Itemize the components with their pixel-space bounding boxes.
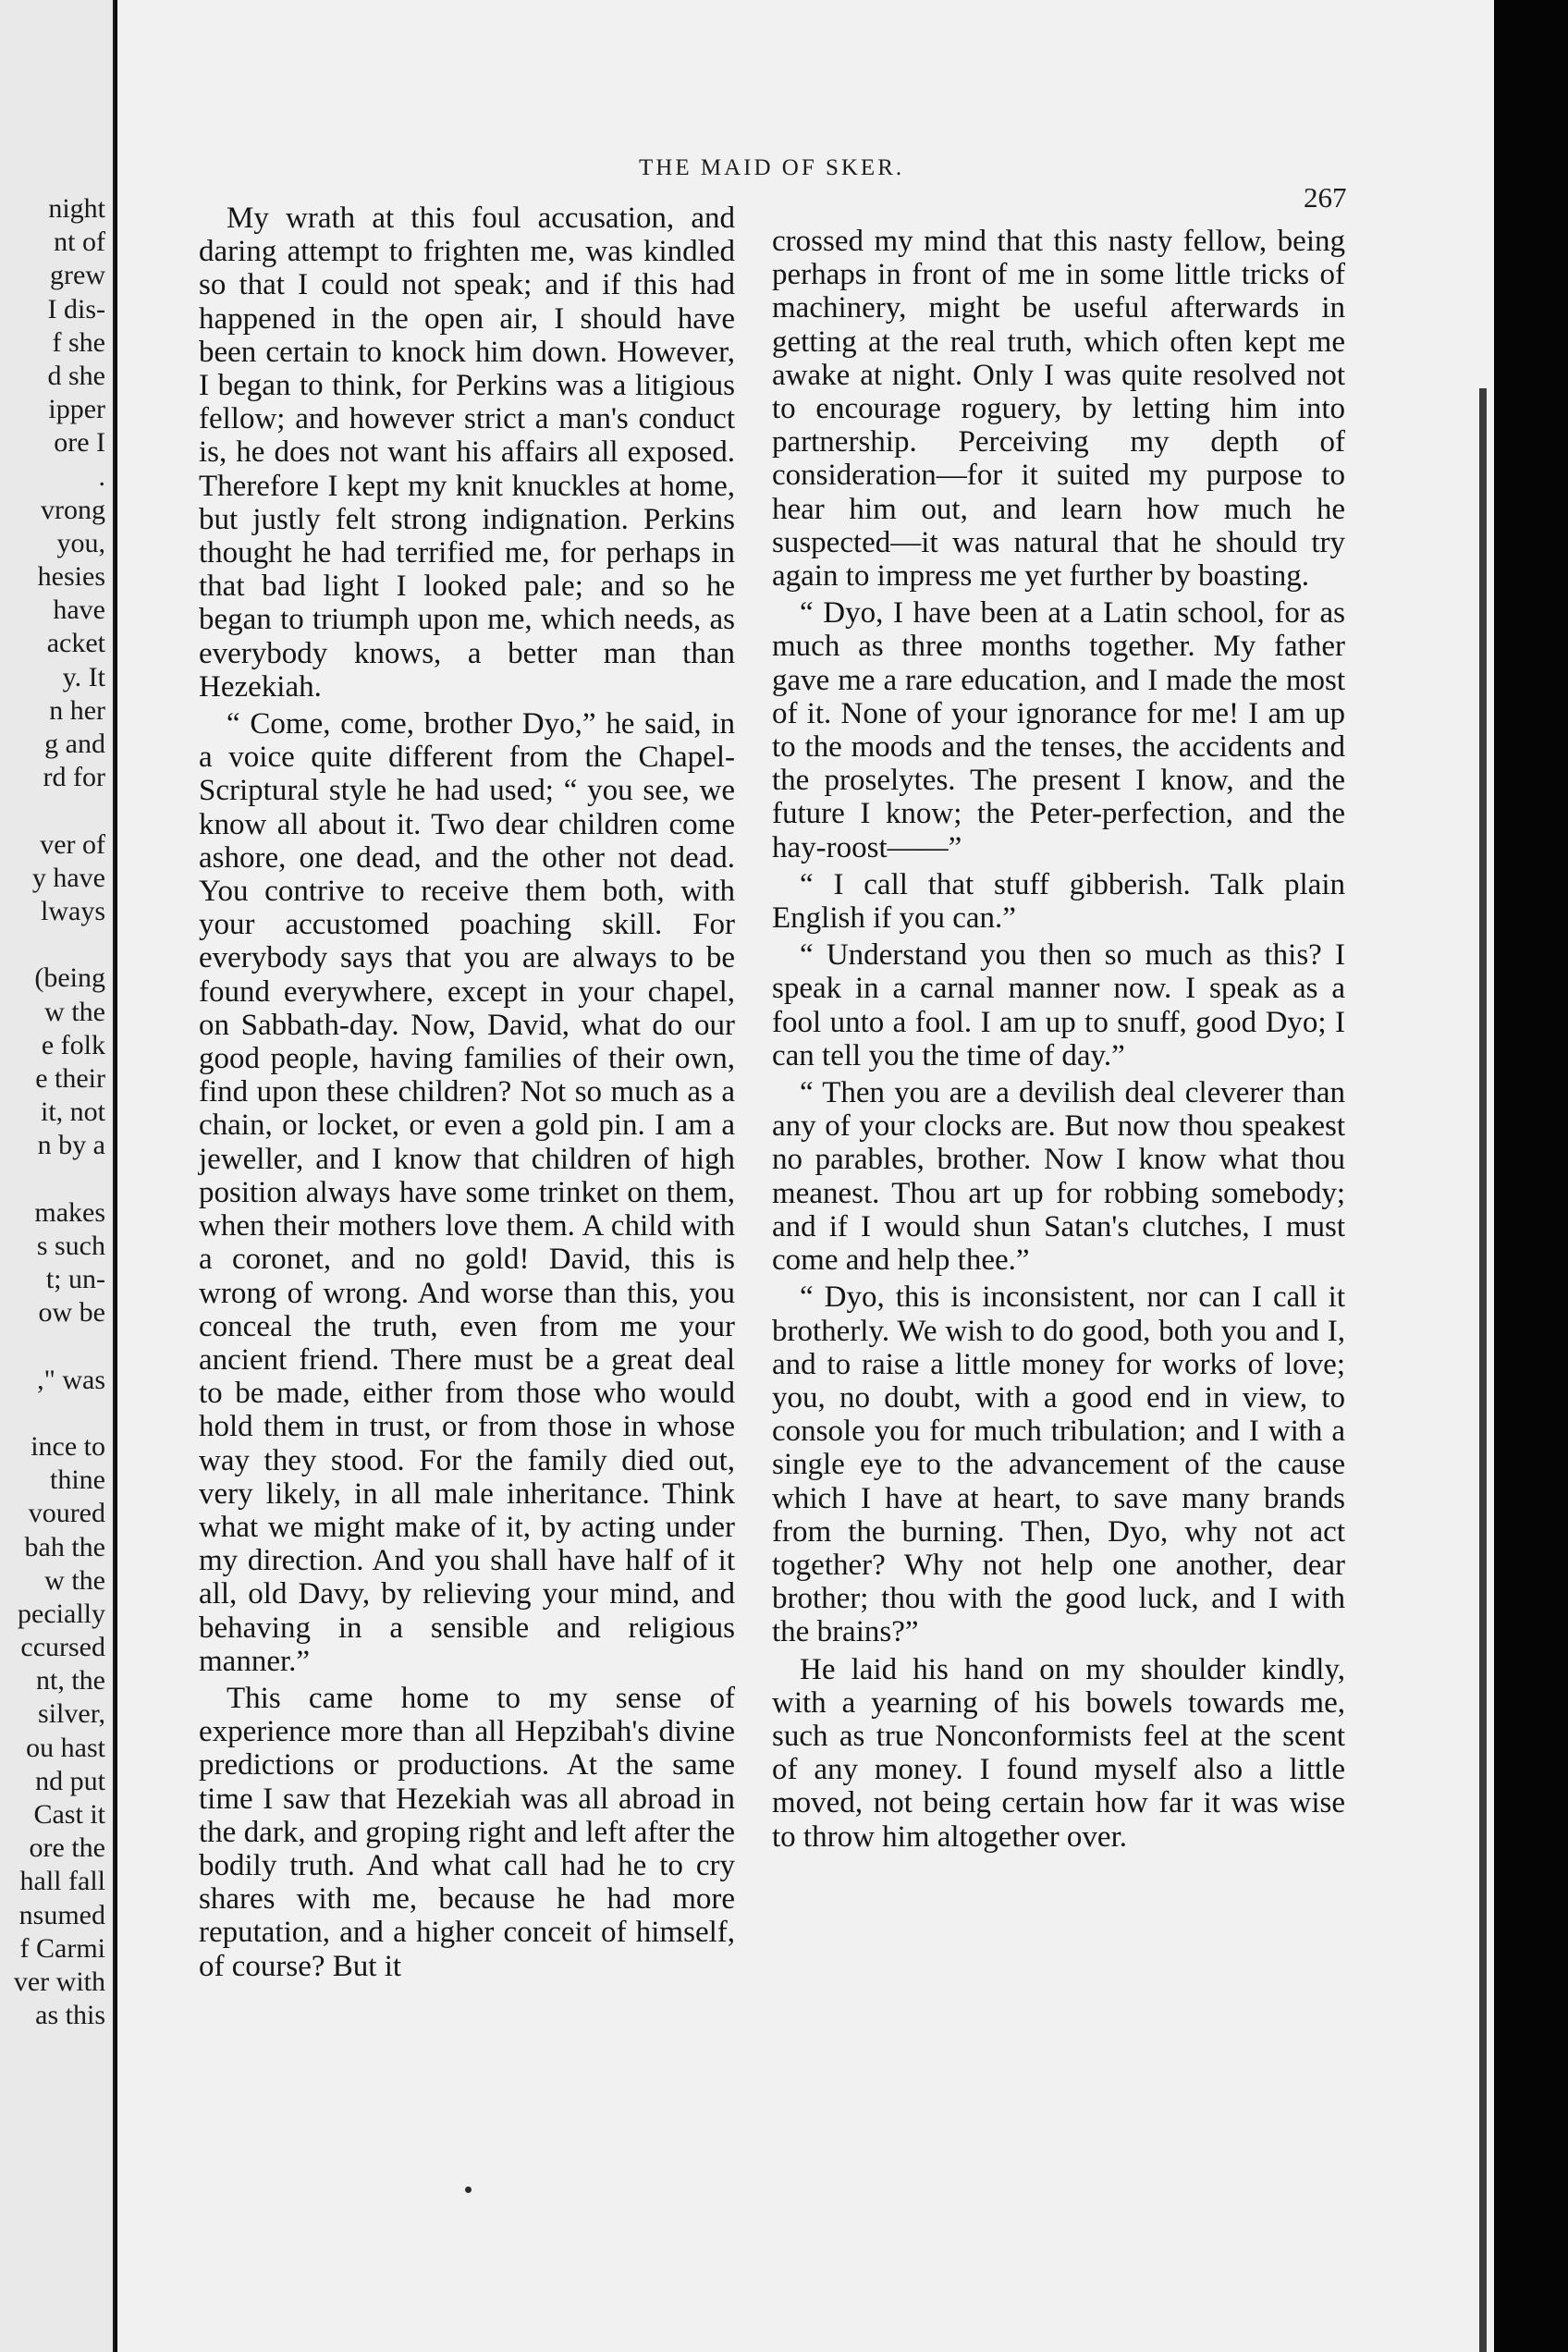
- facing-page-line: ince to: [31, 1430, 105, 1462]
- facing-page-line: Cast it: [33, 1799, 105, 1830]
- facing-page-line: w the: [44, 1564, 105, 1596]
- facing-page-text: [0, 192, 113, 2032]
- running-head: THE MAID OF SKER.: [639, 155, 905, 180]
- facing-page: [0, 0, 116, 2352]
- facing-page-line: voured: [28, 1498, 105, 1529]
- facing-page-line: nsumed: [18, 1899, 105, 1930]
- facing-page-line: vrong: [41, 494, 105, 525]
- facing-page-line: as this: [35, 2000, 105, 2031]
- facing-page-line: n by a: [37, 1130, 105, 1161]
- right-text-column: [772, 225, 1345, 1854]
- facing-page-line: [0, 928, 113, 962]
- facing-page-line: f Carmi: [19, 1932, 105, 1964]
- facing-page-line: ou hast: [26, 1732, 105, 1763]
- paragraph: “ Come, come, brother Dyo,” he said, in a voice quite different from the Chapel-Scriptural style he had used; “ you see, we know all about it. Two dear children come ashore, one dead, and the other not dead. You contrive to receive them both, with your accustomed poaching skill. For everybody says that you are always to be found everywhere, except in your chapel, on Sabbath-day. Now, David, what do our good people, having families of their own, find upon these children? Not so much as a chain, or locket, or even a gold pin. I am a jeweller, and I know that children of high position always have some trinket on them, when their mothers love them. A child with a coronet, and no gold! David, this is wrong of wrong. And worse than this, you conceal the truth, even from me your ancient friend. There must be a great deal to be made, either from those who would hold them in trust, or from those in whose way they stood. For the family died out, very likely, in all male inheritance. Think what we might make of it, by acting under my direction. And you shall have half of it all, old Davy, by relieving your mind, and behaving in a sensible and religious manner.”: [199, 707, 735, 1678]
- facing-page-line: nt, the: [36, 1665, 105, 1697]
- facing-page-line: rd for: [43, 762, 105, 793]
- facing-page-line: you,: [56, 527, 105, 558]
- facing-page-line: nt of: [54, 227, 105, 258]
- facing-page-line: ipper: [48, 394, 105, 425]
- facing-page-line: d she: [47, 360, 105, 391]
- facing-page-line: bah the: [24, 1531, 105, 1562]
- page-edge: [1494, 0, 1568, 2352]
- paragraph: “ Understand you then so much as this? I speak in a carnal manner now. I speak as a fool unto a fool. I am up to snuff, good Dyo; I can tell you the time of day.”: [772, 938, 1345, 1072]
- facing-page-line: lways: [41, 895, 105, 926]
- page-gutter-shadow: [1479, 388, 1487, 2352]
- paragraph: crossed my mind that this nasty fellow, being perhaps in front of me in some little tricks of machinery, might be useful afterwards in getting at the real truth, which often kept me awake at night. Only I was quite resolved not to encourage roguery, by letting him into partnership. Perceiving my depth of consideration—for it suited my purpose to hear him out, and learn how much he suspected—it was natural that he should try again to impress me yet further by boasting.: [772, 225, 1345, 594]
- facing-page-line: f she: [52, 326, 105, 358]
- facing-page-line: ver of: [40, 828, 105, 860]
- page-number: 267: [1304, 181, 1347, 214]
- facing-page-line: have: [53, 594, 105, 626]
- paragraph: My wrath at this foul accusation, and daring attempt to frighten me, was kindled so that I could not speak; and if this had happened in the open air, I should have been certain to knock him down. However, I began to think, for Perkins was a litigious fellow; and however strict a man's conduct is, he does not want his affairs all exposed. Therefore I kept my knit knuckles at home, but justly felt strong indignation. Perkins thought he had terrified me, for perhaps in that bad light I looked pale; and so he began to triumph upon me, which needs, as everybody knows, a better man than Hezekiah.: [199, 202, 735, 704]
- facing-page-line: acket: [46, 628, 105, 659]
- paragraph: “ Dyo, I have been at a Latin school, for as much as three months together. My father gave me a rare education, and I made the most of it. None of your ignorance for me! I am up to the moods and the tenses, the accidents and the proselytes. The present I know, and the future I know; the Peter-perfection, and the hay-roost——”: [772, 596, 1345, 864]
- facing-page-line: n her: [49, 694, 105, 726]
- facing-page-line: (being: [34, 962, 105, 994]
- facing-page-line: .: [98, 460, 105, 492]
- facing-page-line: hesies: [37, 561, 105, 593]
- paragraph: “ Then you are a devilish deal cleverer than any of your clocks are. But now thou speakest no parables, brother. Now I know what thou meanest. Thou art up for robbing somebody; and if I would shun Satan's clutches, I must come and help thee.”: [772, 1076, 1345, 1278]
- facing-page-line: thine: [50, 1464, 105, 1496]
- facing-page-line: ver with: [13, 1966, 105, 1997]
- ink-speck: [465, 2187, 472, 2193]
- facing-page-line: w the: [44, 996, 105, 1027]
- facing-page-line: grew: [50, 260, 105, 291]
- facing-page-line: t; un-: [45, 1264, 105, 1294]
- facing-page-line: [0, 794, 113, 827]
- left-text-column: [199, 202, 735, 1983]
- facing-page-line: e folk: [41, 1029, 105, 1060]
- facing-page-line: silver,: [38, 1698, 105, 1730]
- facing-page-line: I dis-: [47, 293, 105, 325]
- facing-page-line: pecially: [18, 1598, 105, 1629]
- facing-page-line: night: [48, 193, 105, 224]
- facing-page-line: nd put: [35, 1765, 105, 1796]
- facing-page-line: [0, 1397, 113, 1430]
- paragraph: This came home to my sense of experience more than all Hepzibah's divine predictions or productions. At the same time I saw that Hezekiah was all abroad in the dark, and groping right and left after the bodily truth. And what call had he to cry shares with me, because he had more reputation, and a higher conceit of himself, of course? But it: [199, 1681, 735, 1983]
- facing-page-line: it, not: [40, 1096, 105, 1128]
- facing-page-line: makes: [34, 1196, 105, 1228]
- facing-page-line: ore the: [29, 1832, 105, 1864]
- facing-page-line: ccursed: [20, 1632, 105, 1663]
- paragraph: “ Dyo, this is inconsistent, nor can I call it brotherly. We wish to do good, both you and I, and to raise a little money for works of love; you, no doubt, with a good end in view, to console you for much tribulation; and I with a single eye to the advancement of the cause which I have at heart, to save many brands from the burning. Then, Dyo, why not act together? Why not help one another, dear brother; thou with the good luck, and I with the brains?”: [772, 1280, 1345, 1649]
- paragraph: He laid his hand on my shoulder kindly, with a yearning of his bowels towards me, such as true Nonconformists feel at the scent of any money. I found myself also a little moved, not being certain how far it was wise to throw him altogether over.: [772, 1652, 1345, 1854]
- facing-page-line: ," was: [37, 1364, 105, 1395]
- facing-page-line: ow be: [38, 1297, 105, 1329]
- facing-page-line: e their: [35, 1062, 105, 1094]
- facing-page-line: hall fall: [19, 1866, 105, 1897]
- facing-page-line: g and: [44, 729, 105, 759]
- facing-page-line: [0, 1329, 113, 1363]
- facing-page-line: y have: [31, 862, 105, 893]
- facing-page-line: s such: [36, 1230, 105, 1261]
- facing-page-line: [0, 1162, 113, 1195]
- facing-page-line: ore I: [54, 427, 105, 459]
- facing-page-line: y. It: [62, 661, 105, 692]
- paragraph: “ I call that stuff gibberish. Talk plain English if you can.”: [772, 867, 1345, 936]
